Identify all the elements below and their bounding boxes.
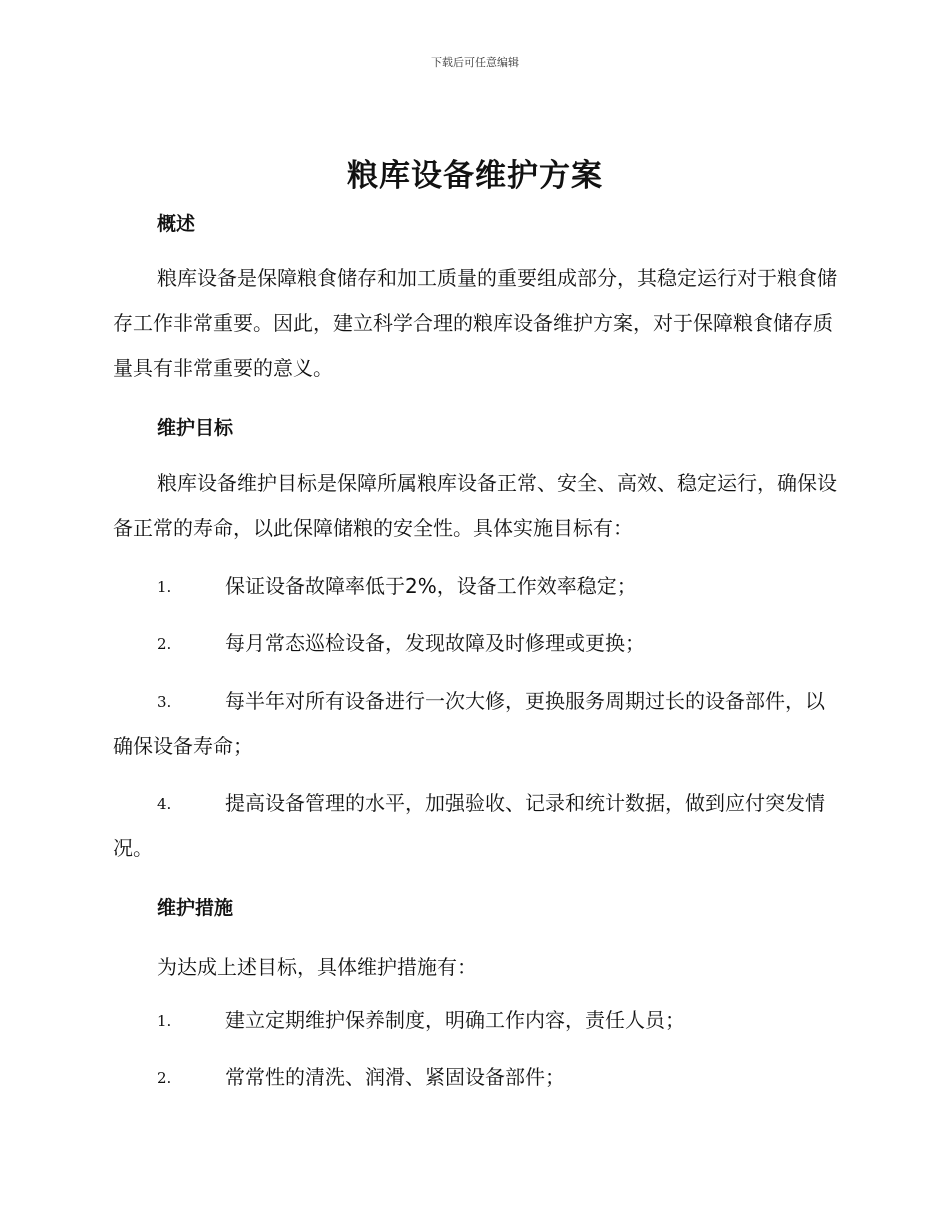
list-item-text: 保证设备故障率低于2%，设备工作效率稳定；: [225, 574, 637, 598]
list-item: [113, 564, 843, 609]
list-item-number: 1.: [157, 1012, 172, 1030]
list-item-text: 建立定期维护保养制度，明确工作内容，责任人员；: [225, 1008, 685, 1032]
list-item-text: 每半年对所有设备进行一次大修，更换服务周期过长的设备部件，以确保设备寿命；: [113, 689, 825, 758]
section-intro-measures: 为达成上述目标，具体维护措施有：: [157, 955, 477, 979]
page-header: 下载后可任意编辑: [431, 56, 519, 69]
list-item: [113, 679, 843, 768]
list-item-text: 每月常态巡检设备，发现故障及时修理或更换；: [225, 631, 645, 655]
list-item-number: 2.: [157, 635, 172, 653]
list-item-number: 1.: [157, 578, 172, 596]
document-title: 粮库设备维护方案: [347, 158, 603, 194]
section-heading-measures: 维护措施: [157, 897, 234, 919]
section-paragraph-overview: 粮库设备是保障粮食储存和加工质量的重要组成部分，其稳定运行对于粮食储存工作非常重要。因此，建立科学合理的粮库设备维护方案，对于保障粮食储存质量具有非常重要的意义。: [113, 266, 837, 380]
list-item: [113, 621, 843, 666]
list-item-number: 4.: [157, 795, 172, 813]
list-item-text: 常常性的清洗、润滑、紧固设备部件；: [225, 1065, 565, 1089]
section-paragraph-goals: 粮库设备维护目标是保障所属粮库设备正常、安全、高效、稳定运行，确保设备正常的寿命，以此保障储粮的安全性。具体实施目标有：: [113, 471, 837, 540]
list-item-number: 2.: [157, 1069, 172, 1087]
list-item-number: 3.: [157, 693, 172, 711]
section-heading-overview: 概述: [157, 213, 196, 235]
list-item-text: 提高设备管理的水平，加强验收、记录和统计数据，做到应付突发情况。: [113, 791, 825, 860]
section-heading-goals: 维护目标: [157, 417, 234, 439]
list-item: [113, 998, 843, 1043]
list-item: [113, 781, 843, 870]
list-item: [113, 1055, 843, 1100]
